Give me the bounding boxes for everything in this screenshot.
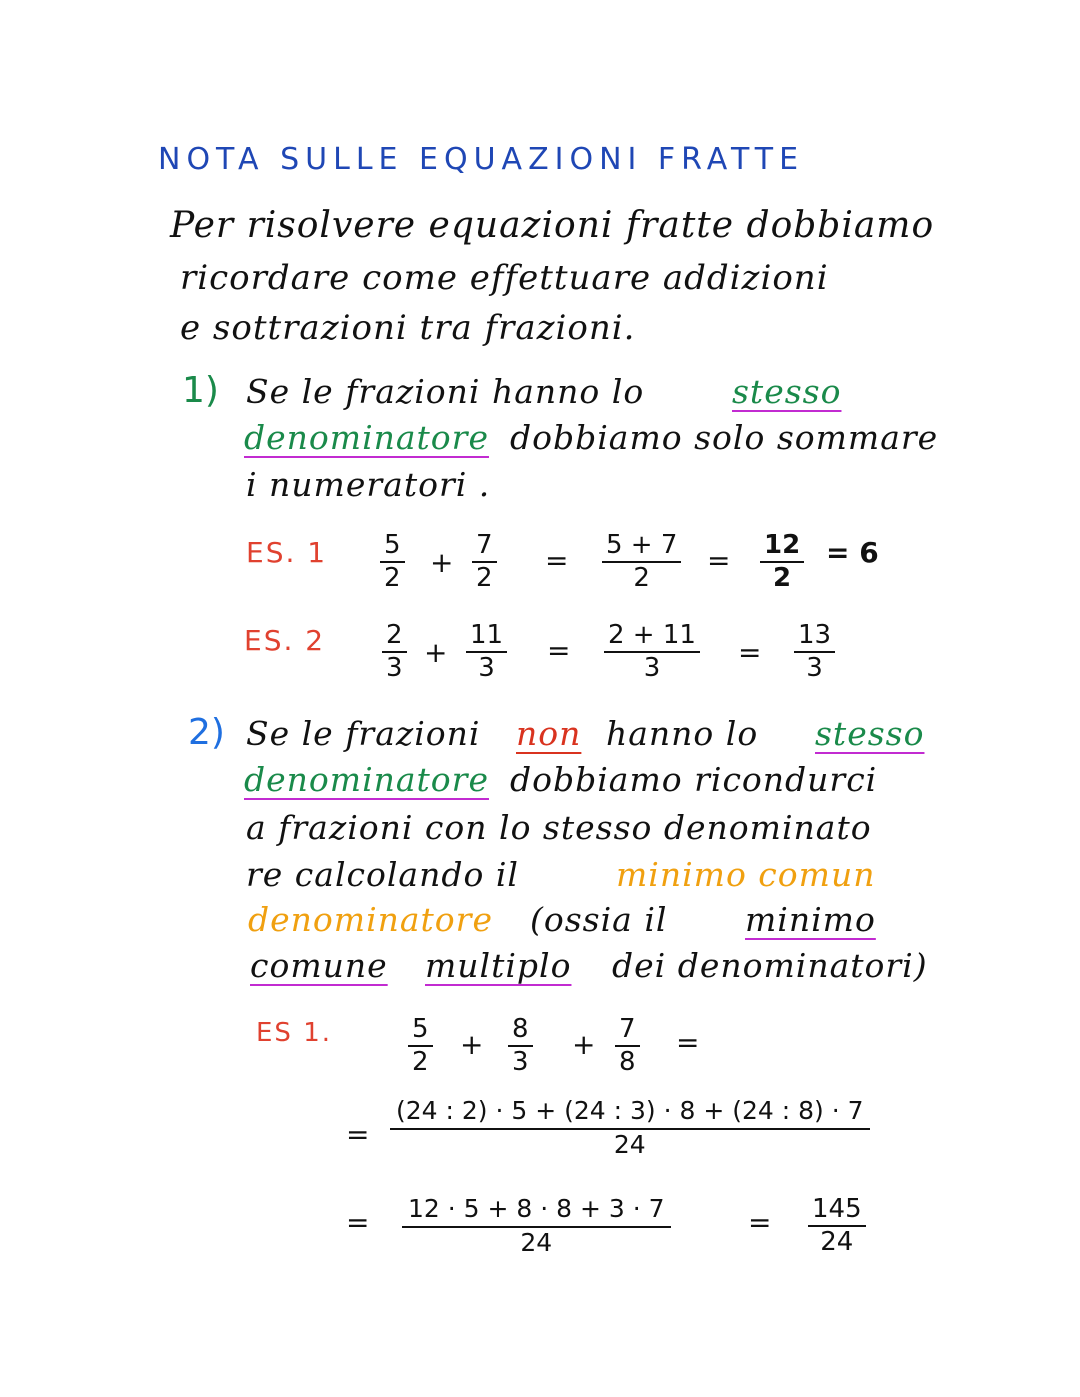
numerator: 12 · 5 + 8 · 8 + 3 · 7 [402,1196,671,1228]
example-2-fraction-3 [604,622,700,683]
numerator: 145 [808,1196,866,1227]
example-1-fraction-2 [472,532,497,593]
result: = 6 [826,536,879,569]
point-2-line-1b: hanno lo [606,714,759,753]
denominator: 24 [520,1228,553,1258]
numerator: 5 [408,1016,433,1047]
point-1-line-3: i numeratori . [246,465,491,504]
point-2-line-3: a frazioni con lo stesso denominato [246,808,872,847]
point-2-line-1a: Se le frazioni [246,714,481,753]
example-3-fraction-2 [508,1016,533,1077]
example-3-result [808,1196,866,1257]
point-2-number: 2) [188,712,225,753]
numerator: 13 [794,622,835,653]
numerator: (24 : 2) · 5 + (24 : 3) · 8 + (24 : 8) · 7 [390,1098,870,1130]
point-2-denominatore-orange: denominatore [248,900,493,939]
example-1-fraction-3 [602,532,681,593]
point-2-line-5b: (ossia il [530,900,668,939]
plus-sign: + [572,1028,596,1061]
denominator: 2 [633,563,650,594]
denominator: 3 [478,653,495,684]
example-2-fraction-2 [466,622,507,683]
denominator: 2 [384,563,401,594]
example-3-fraction-5 [402,1196,671,1257]
numerator: 5 [380,532,405,563]
plus-sign: + [424,636,448,669]
equals-sign: = [738,636,762,669]
equals-sign: = [346,1118,370,1151]
point-1-denominatore: denominatore [244,418,489,457]
equals-sign: = [676,1026,700,1059]
intro-line-3: e sottrazioni tra frazioni. [180,308,636,348]
point-2-denominatore: denominatore [244,760,489,799]
point-2-minimo: minimo [745,900,876,939]
numerator: 8 [508,1016,533,1047]
point-1-line-1a: Se le frazioni hanno lo [246,372,645,411]
point-2-multiplo: multiplo [425,946,572,985]
denominator: 24 [820,1227,854,1258]
point-2-comune: comune [250,946,388,985]
example-3-fraction-4 [390,1098,870,1159]
denominator: 2 [773,563,792,594]
point-1-stesso: stesso [732,372,842,411]
numerator: 12 [760,532,804,563]
example-2-fraction-1 [382,622,407,683]
intro-line-2: ricordare come effettuare addizioni [180,258,829,298]
numerator: 7 [472,532,497,563]
numerator: 2 + 11 [604,622,700,653]
denominator: 3 [512,1047,529,1078]
page-title: NOTA SULLE EQUAZIONI FRATTE [158,142,805,177]
equals-sign: = [545,544,569,577]
point-2-line-4a: re calcolando il [246,855,519,894]
example-1-fraction-1 [380,532,405,593]
example-3-fraction-3 [615,1016,640,1077]
point-2-stesso: stesso [815,714,925,753]
point-2-line-6c: dei denominatori) [612,946,928,985]
denominator: 3 [643,653,661,684]
denominator: 24 [613,1130,646,1160]
intro-line-1: Per risolvere equazioni fratte dobbiamo [170,205,935,246]
plus-sign: + [430,546,454,579]
plus-sign: + [460,1028,484,1061]
denominator: 3 [806,653,823,684]
equals-sign: = [547,634,571,667]
denominator: 3 [386,653,403,684]
denominator: 8 [619,1047,636,1078]
point-1-line-2b: dobbiamo solo sommare [510,418,939,457]
numerator: 11 [466,622,507,653]
example-1-fraction-4 [760,532,804,593]
denominator: 2 [412,1047,429,1078]
equals-sign: = [707,544,731,577]
example-2-label: ES. 2 [244,624,326,657]
numerator: 5 + 7 [602,532,681,563]
point-2-line-2b: dobbiamo ricondurci [510,760,878,799]
numerator: 2 [382,622,407,653]
numerator: 7 [615,1016,640,1047]
example-3-fraction-1 [408,1016,433,1077]
point-1-number: 1) [182,370,219,411]
example-2-fraction-4 [794,622,835,683]
equals-sign: = [748,1206,772,1239]
example-1-label: ES. 1 [246,536,328,569]
example-3-label: ES 1. [256,1018,333,1048]
denominator: 2 [476,563,493,594]
equals-sign: = [346,1206,370,1239]
point-2-minimo-comun: minimo comun [616,855,876,894]
point-2-non: non [516,714,582,753]
